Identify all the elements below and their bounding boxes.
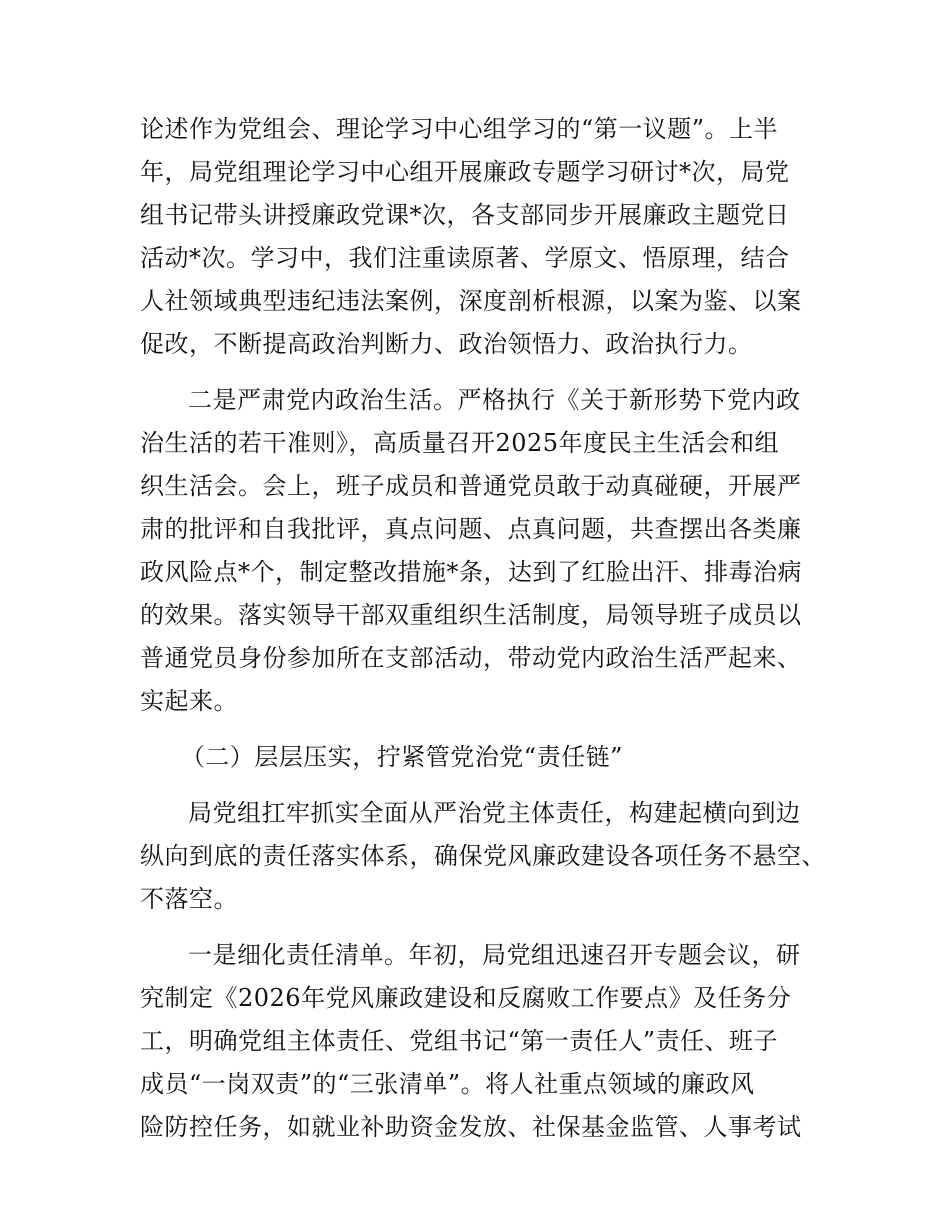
paragraph-study-continuation bbox=[140, 108, 830, 366]
document-body bbox=[140, 108, 830, 1162]
text-line: 究制定《2026年党风廉政建设和反腐败工作要点》及任务分 bbox=[140, 984, 792, 1012]
text-line: 政风险点*个，制定整改措施*条，达到了红脸出汗、排毒治病 bbox=[140, 558, 802, 586]
text-line: 肃的批评和自我批评，真点问题、点真问题，共查摆出各类廉 bbox=[140, 515, 802, 543]
section-heading-text: （二）层层压实，拧紧管党治党“责任链” bbox=[180, 743, 623, 771]
text-line: 活动*次。学习中，我们注重读原著、学原文、悟原理，结合 bbox=[140, 244, 790, 272]
text-line: 险防控任务，如就业补助资金发放、社保基金监管、人事考试 bbox=[140, 1113, 802, 1141]
section-heading bbox=[133, 736, 830, 779]
text-line: 织生活会。会上，班子成员和普通党员敢于动真碰硬，开展严 bbox=[140, 472, 802, 500]
text-line: 普通党员身份参加所在支部活动，带动党内政治生活严起来、 bbox=[140, 644, 802, 672]
text-line: 年，局党组理论学习中心组开展廉政专题学习研讨*次，局党 bbox=[140, 158, 790, 186]
text-line: 一是细化责任清单。年初，局党组迅速召开专题会议，研 bbox=[188, 941, 801, 969]
text-line: 实起来。 bbox=[140, 687, 238, 715]
text-line: 不落空。 bbox=[140, 885, 238, 913]
text-line: 论述作为党组会、理论学习中心组学习的“第一议题”。上半 bbox=[140, 115, 779, 143]
paragraph-political-life bbox=[140, 379, 830, 723]
text-line: 人社领域典型违纪违法案例，深度剖析根源，以案为鉴、以案 bbox=[140, 287, 802, 315]
text-line: 的效果。落实领导干部双重组织生活制度，局领导班子成员以 bbox=[140, 601, 802, 629]
text-line: 局党组扛牢抓实全面从严治党主体责任，构建起横向到边 bbox=[188, 799, 801, 827]
text-line: 促改，不断提高政治判断力、政治领悟力、政治执行力。 bbox=[140, 330, 753, 358]
text-line: 组书记带头讲授廉政党课*次，各支部同步开展廉政主题党日 bbox=[140, 201, 790, 229]
text-line: 成员“一岗双责”的“三张清单”。将人社重点领域的廉政风 bbox=[140, 1070, 755, 1098]
text-line: 工，明确党组主体责任、党组书记“第一责任人”责任、班子 bbox=[140, 1027, 779, 1055]
text-line: 二是严肃党内政治生活。严格执行《关于新形势下党内政 bbox=[188, 386, 801, 414]
paragraph-responsibility-system bbox=[140, 792, 830, 921]
paragraph-responsibility-list bbox=[140, 934, 830, 1149]
text-line: 治生活的若干准则》，高质量召开2025年度民主生活会和组 bbox=[140, 429, 780, 457]
text-line: 纵向到底的责任落实体系，确保党风廉政建设各项任务不悬空、 bbox=[140, 842, 826, 870]
